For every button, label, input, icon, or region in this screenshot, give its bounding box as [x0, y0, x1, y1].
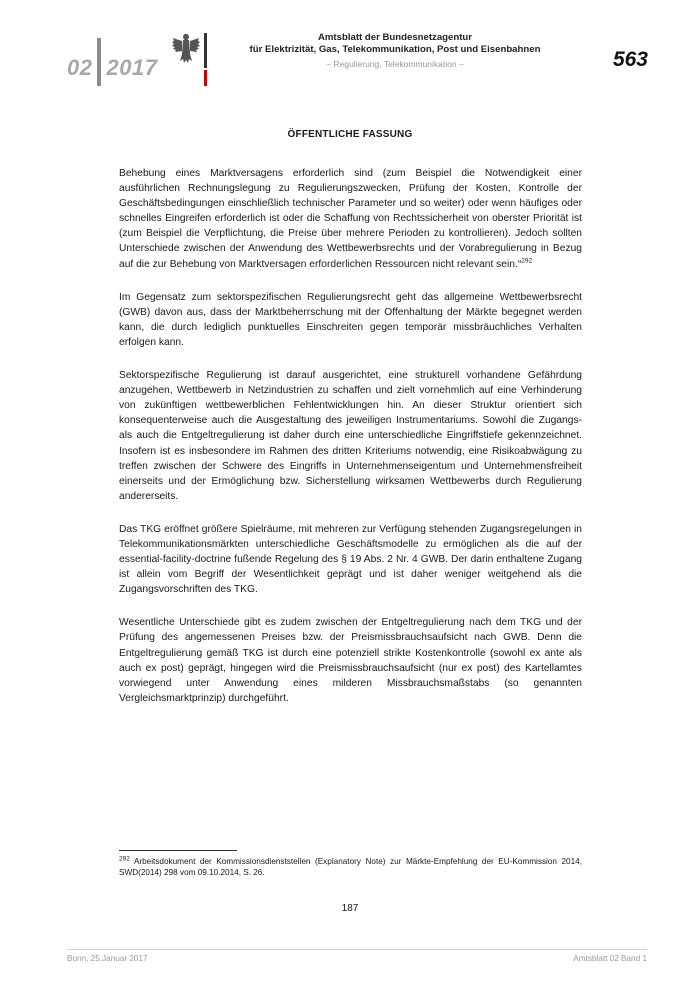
footnote: [119, 856, 582, 878]
issue-separator: [97, 38, 101, 86]
footnote-reference[interactable]: 292: [521, 257, 533, 265]
document-heading: ÖFFENTLICHE FASSUNG: [287, 129, 413, 140]
footnote-divider: [119, 850, 237, 851]
header-divider: [204, 33, 207, 68]
federal-eagle-icon: [172, 32, 200, 66]
footnote-text: Arbeitsdokument der Kommissionsdienststellen (Explanatory Note) zur Märkte-Empfehlung der EU-Kommission 2014, SWD(2014) 298 vom 09.10.2014, S. 26.: [119, 857, 582, 877]
gazette-title-line1: Amtsblatt der Bundesnetzagentur: [317, 32, 473, 43]
footer-divider: [67, 949, 647, 950]
paragraph-1: [119, 166, 582, 272]
gazette-subtitle: – Regulierung, Telekommunikation –: [326, 59, 464, 69]
issue-label: [67, 44, 157, 92]
paragraph-3: Sektorspezifische Regulierung ist darauf ausgerichtet, eine strukturell vorhandene Gefährdung anzugehen, Wettbewerb in Netzindustrien zu schaffen und zielt vornehmlich auf eine Verhinderung von zukünftigen wettbewerblichen Fehlentwicklungen hin. An dieser Struktur orientiert sich konsequenterweise auch die Ausgestaltung des jeweiligen Instrumentariums. Sowohl die Zugangs- als auch die Entgeltregulierung ist daher durch eine unterschiedliche Eingriffstiefe gekennzeichnet. Insofern ist es insbesondere im Rahmen des dritten Kriteriums notwendig, eine Risikoabwägung zu treffen zwischen der Schwere des Eingriffs in Unternehmenseigentum und Unternehmensfreiheit einerseits und der Ermöglichung bzw. Sicherstellung wirksamen Wettbewerbs durch Regulierung andererseits.: [119, 370, 582, 502]
footer-date: Bonn, 25.Januar 2017: [67, 954, 148, 963]
paragraph-5: Wesentliche Unterschiede gibt es zudem zwischen der Entgeltregulierung nach dem TKG und der Prüfung des angemessenen Preises bzw. der Preismissbrauchsaufsicht nach GWB. Denn die Entgeltregulierung gemäß TKG ist durch eine potenziell strikte Kostenkontrolle (sowohl ex ante als auch ex post) geprägt, hingegen wird die Preismissbrauchsaufsicht (nur ex post) des Kartellamtes vorwiegend unter Anwendung eines milderen Missbrauchsmaßstabs (so genannten Vergleichsmarktprinzip) durchgeführt.: [119, 617, 582, 704]
paragraph-4: Das TKG eröffnet größere Spielräume, mit mehreren zur Verfügung stehenden Zugangsregelungen in Telekommunikationsmärkten unterschiedliche Geschäftsmodelle zu ermöglichen als die auf der essential-facility-doctrine fußende Regelung des § 19 Abs. 2 Nr. 4 GWB. Der darin enthaltene Zugang ist allein vom Begriff der Wesentlichkeit geprägt und ist daher weniger weitgehend als die Zugangsvorschriften des TKG.: [119, 523, 582, 596]
footer-issue: Amtsblatt 02 Band 1: [573, 954, 647, 963]
issue-year: 2017: [106, 55, 158, 80]
footnote-number: 292: [119, 855, 130, 863]
paragraph-2: Im Gegensatz zum sektorspezifischen Regulierungsrecht geht das allgemeine Wettbewerbsrecht (GWB) davon aus, dass der Marktbeherrschung mit der Offenhaltung der Märkte begegnet werden kann, die durch lediglich punktuelles Einschreiten gegen temporär missbräuchliches Verhalten erfolgen kann.: [119, 291, 582, 348]
document-body: [119, 166, 582, 724]
document-page-number: 187: [341, 903, 359, 914]
issue-number: 02: [67, 55, 93, 80]
gazette-page-number: 563: [612, 48, 648, 71]
gazette-title: [230, 32, 560, 56]
paragraph-1-text: Behebung eines Marktversagens erforderlich sind (zum Beispiel die Notwendigkeit einer ausführlichen Rechnungslegung zu Regulierungszwecken, Prüfung der Kosten, Kontrolle der Geschäftsbedingungen einschließlich technischer Parameter und so weiter) oder wenn häufiges oder schnelles Eingreifen erforderlich ist oder die Schaffung von Rechtssicherheit von oberster Priorität ist (zum Beispiel die Verpflichtung, die Preise über mehrere Perioden zu kontrollieren). Jedoch sollten Unterschiede zwischen der Anwendung des Wettbewerbsrechts und der Vorabregulierung in Bezug auf die zur Behebung von Marktversagen erforderlichen Ressourcen nicht relevant sein.“: [119, 168, 582, 270]
gazette-title-line2: für Elektrizität, Gas, Telekommunikation, Post und Eisenbahnen: [249, 44, 541, 55]
header-divider-accent: [204, 70, 207, 86]
